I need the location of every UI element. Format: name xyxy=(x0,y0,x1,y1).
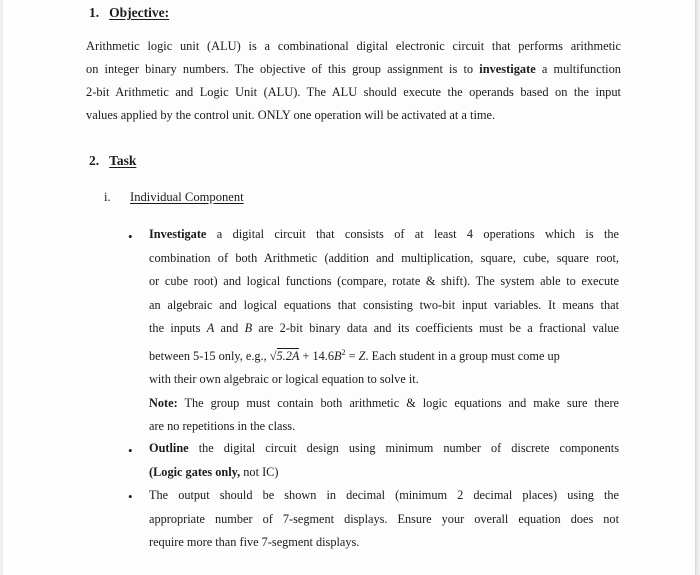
individual-component-heading xyxy=(104,190,244,205)
subsection-number: i. xyxy=(104,190,111,204)
bullet-line xyxy=(149,461,619,485)
bullet-line xyxy=(149,341,619,369)
section-title: Objective: xyxy=(109,5,170,20)
note-label: Note: xyxy=(149,395,178,410)
text-span: an algebraic and logical equations that consisting two-bit input variables. It means that xyxy=(149,297,619,312)
note-line xyxy=(149,415,619,439)
bullet-line xyxy=(149,484,619,508)
objective-paragraph xyxy=(86,35,621,127)
paragraph-line xyxy=(86,58,621,81)
text-span: . Each student in a group must come up xyxy=(365,348,560,363)
bullet-line xyxy=(149,270,619,294)
bullet-icon: • xyxy=(128,443,133,458)
text-span: combination of both Arithmetic (addition and multiplication, square, cube, square root, xyxy=(149,250,619,265)
bullet-line xyxy=(149,247,619,271)
document-page xyxy=(3,0,696,575)
text-span: the inputs xyxy=(149,321,201,335)
text-span: = xyxy=(348,348,356,363)
section-number: 1. xyxy=(89,5,100,20)
bullet-line xyxy=(149,223,619,247)
sqrt-content: 5.2A xyxy=(276,348,300,363)
bullet-outline xyxy=(149,437,619,484)
text-span: The output should be shown in decimal (minimum 2 decimal places) using the xyxy=(149,488,619,502)
text-span: and xyxy=(220,321,239,335)
math-variable: A xyxy=(206,321,215,335)
bold-text: Outline xyxy=(149,441,189,455)
sqrt-icon: √ xyxy=(269,348,277,363)
bold-text: Investigate xyxy=(149,227,207,241)
text-span: or cube root) and logical functions (compare, rotate & shift). The system able to execute xyxy=(149,274,619,288)
math-variable: B xyxy=(244,321,253,335)
section-number: 2. xyxy=(89,153,100,168)
bullet-line xyxy=(149,368,619,392)
text-span: Arithmetic logic unit (ALU) is a combinational digital electronic circuit that performs arithmetic xyxy=(86,39,621,53)
text-span: the digital circuit design using minimum number of discrete components xyxy=(198,441,619,455)
objective-heading xyxy=(89,5,169,21)
text-span: require more than five 7-segment displays. xyxy=(149,535,360,549)
bullet-line xyxy=(149,508,619,532)
text-span: 2-bit Arithmetic and Logic Unit (ALU). The ALU should execute the operands based on the input xyxy=(86,85,621,99)
text-span: not IC) xyxy=(243,464,279,479)
text-span: are 2-bit binary data and its coefficients must be a fractional value xyxy=(258,321,619,335)
text-span: between 5-15 only, e.g., xyxy=(149,348,267,363)
math-variable: B xyxy=(334,348,342,363)
text-span: on integer binary numbers. The objective of this group assignment is to xyxy=(86,62,474,76)
exponent: 2 xyxy=(341,347,346,357)
bullet-icon: • xyxy=(128,489,133,504)
bullet-line xyxy=(149,294,619,318)
text-span: values applied by the control unit. ONLY one operation will be activated at a time. xyxy=(86,108,496,122)
bullet-icon: • xyxy=(128,229,133,244)
bullet-line xyxy=(149,317,619,341)
task-heading xyxy=(89,153,136,169)
math-variable: Z xyxy=(358,348,366,363)
text-span: with their own algebraic or logical equation to solve it. xyxy=(149,372,419,387)
section-title: Task xyxy=(109,153,137,168)
note-line xyxy=(149,392,619,416)
text-span: a digital circuit that consists of at least 4 operations which is the xyxy=(216,227,619,241)
bullet-output xyxy=(149,484,619,555)
paragraph-line xyxy=(86,104,621,127)
text-span: a multifunction xyxy=(541,62,621,76)
subsection-title: Individual Component xyxy=(130,190,244,204)
bold-text: (Logic gates only, xyxy=(149,464,241,479)
text-span: The group must contain both arithmetic & logic equations and make sure there xyxy=(184,395,619,410)
bullet-line xyxy=(149,437,619,461)
bullet-line xyxy=(149,531,619,555)
bullet-investigate xyxy=(149,223,619,439)
text-span: appropriate number of 7-segment displays. Ensure your overall equation does not xyxy=(149,511,619,526)
text-span: + 14.6 xyxy=(302,348,335,363)
bold-text: investigate xyxy=(479,62,536,76)
paragraph-line xyxy=(86,35,621,58)
paragraph-line xyxy=(86,81,621,104)
text-span: are no repetitions in the class. xyxy=(149,419,296,434)
